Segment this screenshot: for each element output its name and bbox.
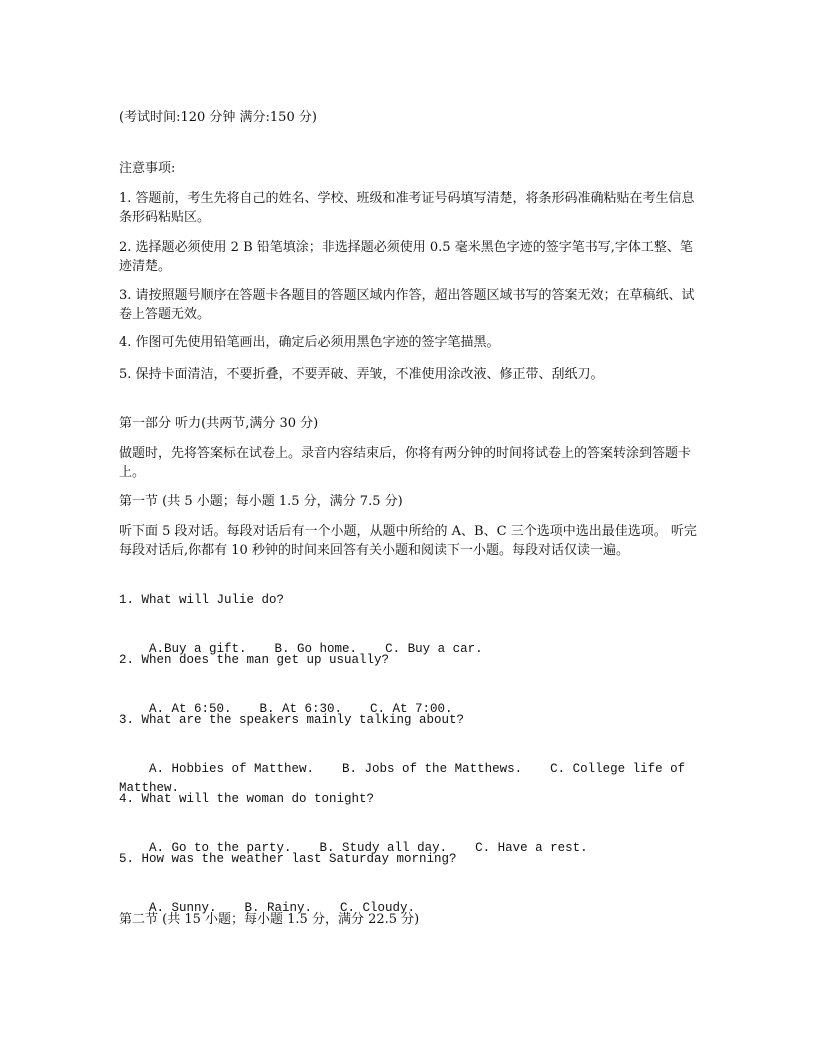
question-5: 5. How was the weather last Saturday morning? bbox=[119, 852, 457, 866]
option-a: A.Buy a gift. bbox=[149, 642, 247, 656]
notice-item-4: 4. 作图可先使用铅笔画出，确定后必须用黑色字迹的签字笔描黑。 bbox=[119, 335, 500, 350]
option-b: B. Study all day. bbox=[319, 841, 448, 855]
notice-item-5: 5. 保持卡面清洁，不要折叠，不要弄破、弄皱，不准使用涂改液、修正带、刮纸刀。 bbox=[119, 367, 604, 382]
part1-title: 第一部分 听力(共两节,满分 30 分) bbox=[119, 416, 319, 431]
option-b: B. Rainy. bbox=[244, 901, 313, 915]
notice-item-2: 2. 选择题必须使用 2 B 铅笔填涂；非选择题必须使用 0.5 毫米黑色字迹的签字笔书写,字体工整、笔迹清楚。 bbox=[119, 240, 693, 274]
option-c: C. Cloudy. bbox=[340, 901, 416, 915]
option-c: C. College life of Matthew. bbox=[119, 762, 693, 795]
notice-item-3: 3. 请按照题号顺序在答题卡各题目的答题区域内作答，超出答题区域书写的答案无效；在草稿纸、试卷上答题无效。 bbox=[119, 288, 695, 322]
question-2: 2. When does the man get up usually? bbox=[119, 653, 390, 667]
exam-info: (考试时间:120 分钟 满分:150 分) bbox=[119, 110, 317, 125]
option-c: C. At 7:00. bbox=[370, 702, 453, 716]
option-b: B. At 6:30. bbox=[259, 702, 343, 716]
question-3: 3. What are the speakers mainly talking about? bbox=[119, 713, 465, 727]
question-4: 4. What will the woman do tonight? bbox=[119, 792, 375, 806]
option-b: B. Go home. bbox=[274, 642, 358, 656]
notice-title: 注意事项: bbox=[119, 161, 176, 176]
section1-title: 第一节 (共 5 小题；每小题 1.5 分，满分 7.5 分) bbox=[119, 494, 403, 509]
option-c: C. Buy a car. bbox=[385, 642, 483, 656]
option-a: A. Hobbies of Matthew. bbox=[149, 762, 315, 776]
question-1: 1. What will Julie do? bbox=[119, 593, 285, 607]
option-c: C. Have a rest. bbox=[475, 841, 588, 855]
option-a: A. At 6:50. bbox=[149, 702, 232, 716]
section1-instruction: 听下面 5 段对话。每段对话后有一个小题，从题中所给的 A、B、C 三个选项中选出最佳选项。 听完每段对话后,你都有 10 秒钟的时间来回答有关小题和阅读下一小题。每段对话仅读一遍。 bbox=[119, 524, 697, 558]
notice-item-1: 1. 答题前，考生先将自己的姓名、学校、班级和准考证号码填写清楚，将条形码准确粘贴在考生信息条形码粘贴区。 bbox=[119, 191, 695, 225]
part1-instruction: 做题时，先将答案标在试卷上。录音内容结束后，你将有两分钟的时间将试卷上的答案转涂到答题卡上。 bbox=[119, 446, 692, 480]
option-a: A. Go to the party. bbox=[149, 841, 292, 855]
section2-title: 第二节 (共 15 小题；每小题 1.5 分，满分 22.5 分) bbox=[119, 912, 420, 927]
option-b: B. Jobs of the Matthews. bbox=[342, 762, 523, 776]
option-a: A. Sunny. bbox=[149, 901, 217, 915]
